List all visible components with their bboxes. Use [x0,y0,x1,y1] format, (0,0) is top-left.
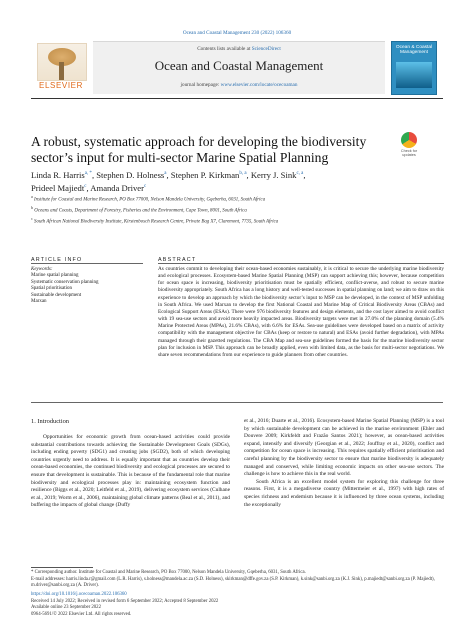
body-paragraph: Opportunities for economic growth from ocean-based activities could provide substantial contributions towards achieving the Sustainable Development Goals (SDGs), including ending poverty (SDG1) and creating jobs (SGD2), both of which developing countries urgently need to address. It is equally important that as countries develop their ocean-based economies, the continued biodiversity and ecological processes are secured to ensure that development is sustainable. This is because of the fundamental role that marine biodiversity and ecological processes play in: maintaining ecosystem function and resilience (Biggs et al., 2020; Leitfeld et al., 2019), delivering ecosystem services (Culhane et al., 2019; Worm et al., 2006), maintaining global climate patterns (Beal et al., 2011), and buffering the impacts of global change (Duffy [31,434,230,509]
keyword-item: Sustainable development [31,292,82,298]
homepage-prefix: journal homepage: [180,82,221,88]
keywords-block [31,267,141,305]
keyword-item: Systematic conservation planning [31,279,99,285]
issn-copyright: 0964-5691/© 2022 Elsevier Ltd. All rights reserved. [31,611,132,617]
keyword-item: Marxan [31,299,47,305]
author-name[interactable]: Stephen D. Holness [96,169,165,180]
publication-info [31,592,443,618]
author-list: Linda R. Harris$^{a, *}$, Stephen D. Holness$^a$, Stephen P. Kirkman$^{b, a}$, Kerry J. Sink$^{c, a}$, Prideel Majiedt$^c$, Amanda Driver$^c$ [31,169,306,193]
journal-reference[interactable]: Ocean and Coastal Management 230 (2022) 106360 [182,30,292,36]
contents-prefix: Contents lists available at [197,46,252,52]
banner-center [93,41,385,94]
check-for-updates-button[interactable] [398,132,420,156]
homepage-link[interactable]: www.elsevier.com/locate/ocecoaman [220,82,298,88]
introduction-heading: 1. Introduction [31,418,69,425]
affiliations [31,193,431,226]
keywords-label: Keywords: [31,267,53,272]
cover-image [396,62,432,88]
body-left-column [31,434,230,510]
received-dates: Received 14 July 2022; Received in revised form 6 September 2022; Accepted 8 September 2022 [31,598,219,604]
abstract-text: As countries commit to developing their ocean-based economies sustainably, it is critical to secure the underlying marine biodiversity and ecological processes. Ecosystem-based Marine Spatial Planning (MSP) can support achieving this; however, because competition for ocean space is increasing, biodiversity prioritisation must be spatially efficient, conflict-averse, and robust to secure marine biodiversity appropriately. South Africa has a long history and well-tested successes in spatial planning on land; we aim to draw on this experience to develop an approach by which the biodiversity sector’s input to MSP can be developed, in the context of MSP unfolding in South Africa. We used Marxan to develop the first National Coastal and Marine Map of Critical Biodiversity Areas (CBAs) and Ecological Support Areas (ESAs). There were 976 biodiversity features and design elements, and the cost layer aimed to avoid conflict with 19 sea-use sectors and avoid more heavily impacted areas. Biodiversity targets were met in 27.0% of the planning domain (5.4% Marine Protected Areas (MPAs), 21.6% CBAs), with 6.6% for ESAs. Sea-use guidelines were developed based on a matrix of activity compatibility with the management objective for CBAs (keep or restore to natural) and ESAs (avoid further degradation), with MPAs managed through their gazetted regulations. The CBA Map and sea-use guidelines formed the basis for the marine biodiversity sector plan for inclusion in MSP. This approach can be broadly applied, even with limited data, as the basis for multi-sector negotiations. We share seven recommendations from our experience to guide planners from other countries. [158,266,444,358]
affiliation-item: $^b$ Oceans and Coasts, Department of Forestry, Fisheries and the Environment, Cape Town, 8001, South Africa [31,205,247,214]
body-paragraph: South Africa is an excellent model system for exploring this challenge for three reasons. First, it is a megadiverse country (Mittermeier et al., 1997) with high rates of species richness and endemism because it is influenced by three ocean systems, including the exceptionally [244,478,444,508]
journal-banner [31,41,443,93]
sciencedirect-link[interactable]: ScienceDirect [251,46,281,52]
body-paragraph: et al., 2016; Duarte et al., 2016). Ecosystem-based Marine Spatial Planning (MSP) is a tool by which sustainable development can be achieved in the marine environment (Ehler and Douvere 2009; Kirkfeldt and Frazão Santos 2021); however, as ocean-based activities expand, intensify and diversify (Georgian et al., 2022; Jouffray et al., 2020), conflict and competition for ocean space is increasing. This requires spatially efficient prioritisation and careful planning by the biodiversity sector to ensure that marine biodiversity is adequately managed and conserved, while limiting economic impacts on other sea-use sectors. The challenge is how to achieve this in the real world. [244,418,444,478]
article-title: A robust, systematic approach for developing the biodiversity sector’s input for multi-sector Marine Spatial Planning [31,134,367,165]
body-separator [31,402,443,403]
doi-link[interactable]: https://doi.org/10.1016/j.ocecoaman.2022.106360 [31,592,127,597]
keyword-item: Spatial prioritisation [31,286,72,292]
cover-title: Ocean & Coastal Management [395,45,433,56]
journal-cover-thumbnail[interactable] [391,41,437,95]
homepage-line [93,82,385,88]
contents-line [93,46,385,52]
body-right-column [244,418,444,509]
keyword-item: Marine spatial planning [31,273,79,279]
abstract-heading: ABSTRACT [158,257,197,263]
footnote-rule [31,567,93,568]
article-info-rule [31,263,143,264]
check-for-updates-label: Check for updates [400,149,418,157]
header-rule [31,98,443,99]
footnote [31,570,443,590]
publisher-name: ELSEVIER [39,81,83,90]
journal-title: Ocean and Coastal Management [154,58,324,73]
author-name[interactable]: Stephen P. Kirkman [170,169,240,180]
author-name[interactable]: Kerry J. Sink [250,169,297,180]
affiliation-item: $^c$ South African National Biodiversity Institute, Kirstenbosch Research Centre, Private Bag X7, Claremont, 7735, South Africa [31,216,279,225]
author-name[interactable]: Prideel Majiedt [31,182,85,193]
author-name[interactable]: Linda R. Harris [31,169,85,180]
article-info-heading: ARTICLE INFO [31,257,83,263]
author-emails[interactable]: E-mail addresses: harris.linda.r@gmail.com (L.R. Harris), s.holness@mandela.ac.za (S.D. Holness), skirkman@dffe.gov.za (S.P. Kirkman), k.sink@sanbi.org.za (K.J. Sink), p.majiedt@sanbi.org.za (P. Majiedt), m.driver@sanbi.org.za (A. Driver). [31,576,435,589]
affiliation-item: $^a$ Institute for Coastal and Marine Research, PO Box 77000, Nelson Mandela University, Gqeberha, 6031, South Africa [31,194,266,203]
elsevier-logo[interactable] [31,41,91,93]
available-online: Available online 23 September 2022 [31,605,101,611]
corresponding-author-note: * Corresponding author. Institute for Coastal and Marine Research, PO Box 77000, Nelson Mandela University, Gqeberha, 6031, South Africa. [31,570,306,575]
tree-icon [37,43,87,81]
abstract-rule [158,263,444,264]
author-name[interactable]: Amanda Driver [90,182,144,193]
crossmark-icon [401,132,417,148]
